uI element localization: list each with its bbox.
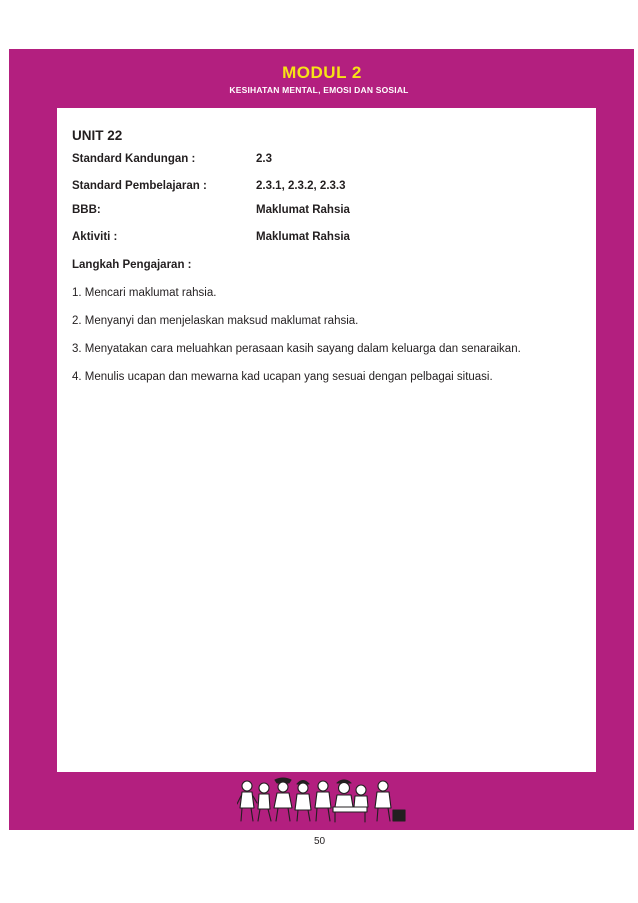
children-doodle-illustration bbox=[237, 774, 407, 824]
field-label-bbb: BBB: bbox=[72, 204, 101, 216]
field-value-standard-pembelajaran: 2.3.1, 2.3.2, 2.3.3 bbox=[256, 180, 346, 192]
module-title: MODUL 2 bbox=[282, 63, 362, 82]
field-label-standard-pembelajaran: Standard Pembelajaran : bbox=[72, 180, 207, 192]
field-value-bbb: Maklumat Rahsia bbox=[256, 204, 350, 216]
module-subtitle: KESIHATAN MENTAL, EMOSI DAN SOSIAL bbox=[229, 85, 409, 95]
step-item-3: 3. Menyatakan cara meluahkan perasaan kasih sayang dalam keluarga dan senaraikan. bbox=[72, 343, 521, 355]
field-label-aktiviti: Aktiviti : bbox=[72, 231, 118, 243]
field-value-standard-kandungan: 2.3 bbox=[256, 153, 272, 165]
step-item-2: 2. Menyanyi dan menjelaskan maksud maklumat rahsia. bbox=[72, 315, 359, 327]
field-label-standard-kandungan: Standard Kandungan : bbox=[72, 153, 196, 165]
field-value-aktiviti: Maklumat Rahsia bbox=[256, 231, 350, 243]
step-item-4: 4. Menulis ucapan dan mewarna kad ucapan yang sesuai dengan pelbagai situasi. bbox=[72, 371, 493, 383]
page-number: 50 bbox=[313, 836, 326, 847]
unit-title: UNIT 22 bbox=[72, 128, 123, 143]
steps-heading: Langkah Pengajaran : bbox=[72, 259, 192, 271]
step-item-1: 1. Mencari maklumat rahsia. bbox=[72, 287, 217, 299]
